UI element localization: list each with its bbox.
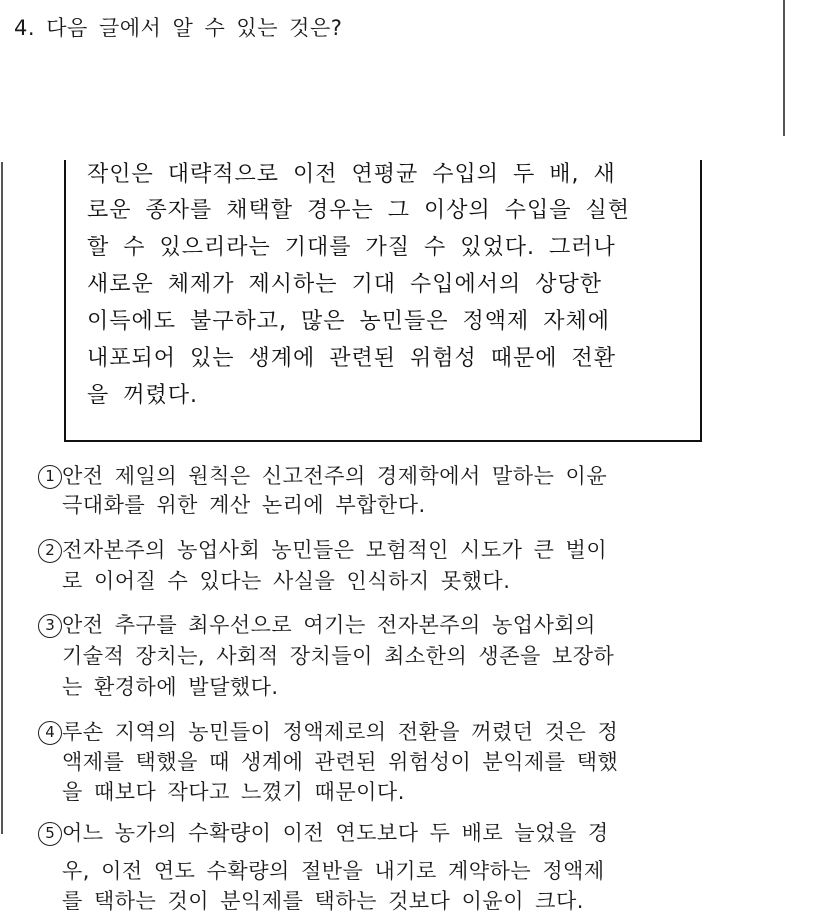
passage-line: 새로운 체제가 제시하는 기대 수입에서의 상당한 (87, 272, 603, 297)
choice-number-icon: 3 (38, 614, 62, 638)
passage-line: 내포되어 있는 생계에 관련된 위험성 때문에 전환 (87, 346, 617, 371)
choice-2-line: 로 이어질 수 있다는 사실을 인식하지 못했다. (62, 569, 511, 593)
choice-4-line: 액제를 택했을 때 생계에 관련된 위험성이 분익제를 택했 (62, 750, 619, 774)
column-divider-left (1, 162, 3, 834)
passage-line: 이득에도 불구하고, 많은 농민들은 정액제 자체에 (87, 309, 611, 334)
choice-5-line: 를 택하는 것이 분익제를 택하는 것보다 이윤이 크다. (62, 889, 584, 913)
choice-number-icon: 2 (38, 539, 62, 563)
choice-number-icon: 4 (38, 721, 62, 745)
passage-line: 할 수 있으리라는 기대를 가질 수 있었다. 그러나 (87, 235, 616, 260)
passage-box (64, 160, 702, 442)
passage-line: 로운 종자를 채택할 경우는 그 이상의 수입을 실현 (87, 198, 630, 223)
passage-line: 을 꺼렸다. (87, 383, 198, 408)
choice-3-line: 안전 추구를 최우선으로 여기는 전자본주의 농업사회의 (62, 613, 596, 637)
passage-line: 작인은 대략적으로 이전 연평균 수입의 두 배, 새 (87, 162, 616, 187)
choice-3-line: 는 환경하에 발달했다. (62, 675, 279, 699)
question-title: 4. 다음 글에서 알 수 있는 것은? (14, 16, 343, 40)
choice-1-line: 안전 제일의 원칙은 신고전주의 경제학에서 말하는 이윤 (62, 464, 608, 488)
choice-2-line: 전자본주의 농업사회 농민들은 모험적인 시도가 큰 벌이 (62, 538, 608, 562)
choice-5-line: 우, 이전 연도 수확량의 절반을 내기로 계약하는 정액제 (62, 859, 605, 883)
choice-4-line: 루손 지역의 농민들이 정액제로의 전환을 꺼렸던 것은 정 (62, 720, 619, 744)
choice-number-icon: 5 (38, 822, 62, 846)
choice-4-line: 을 때보다 작다고 느꼈기 때문이다. (62, 780, 405, 804)
choice-3-line: 기술적 장치는, 사회적 장치들이 최소한의 생존을 보장하 (62, 644, 615, 668)
choice-1-line: 극대화를 위한 계산 논리에 부합한다. (62, 493, 426, 517)
choice-5-line: 어느 농가의 수확량이 이전 연도보다 두 배로 늘었을 경 (62, 821, 609, 845)
choice-number-icon: 1 (38, 465, 62, 489)
column-divider-right (783, 0, 785, 136)
